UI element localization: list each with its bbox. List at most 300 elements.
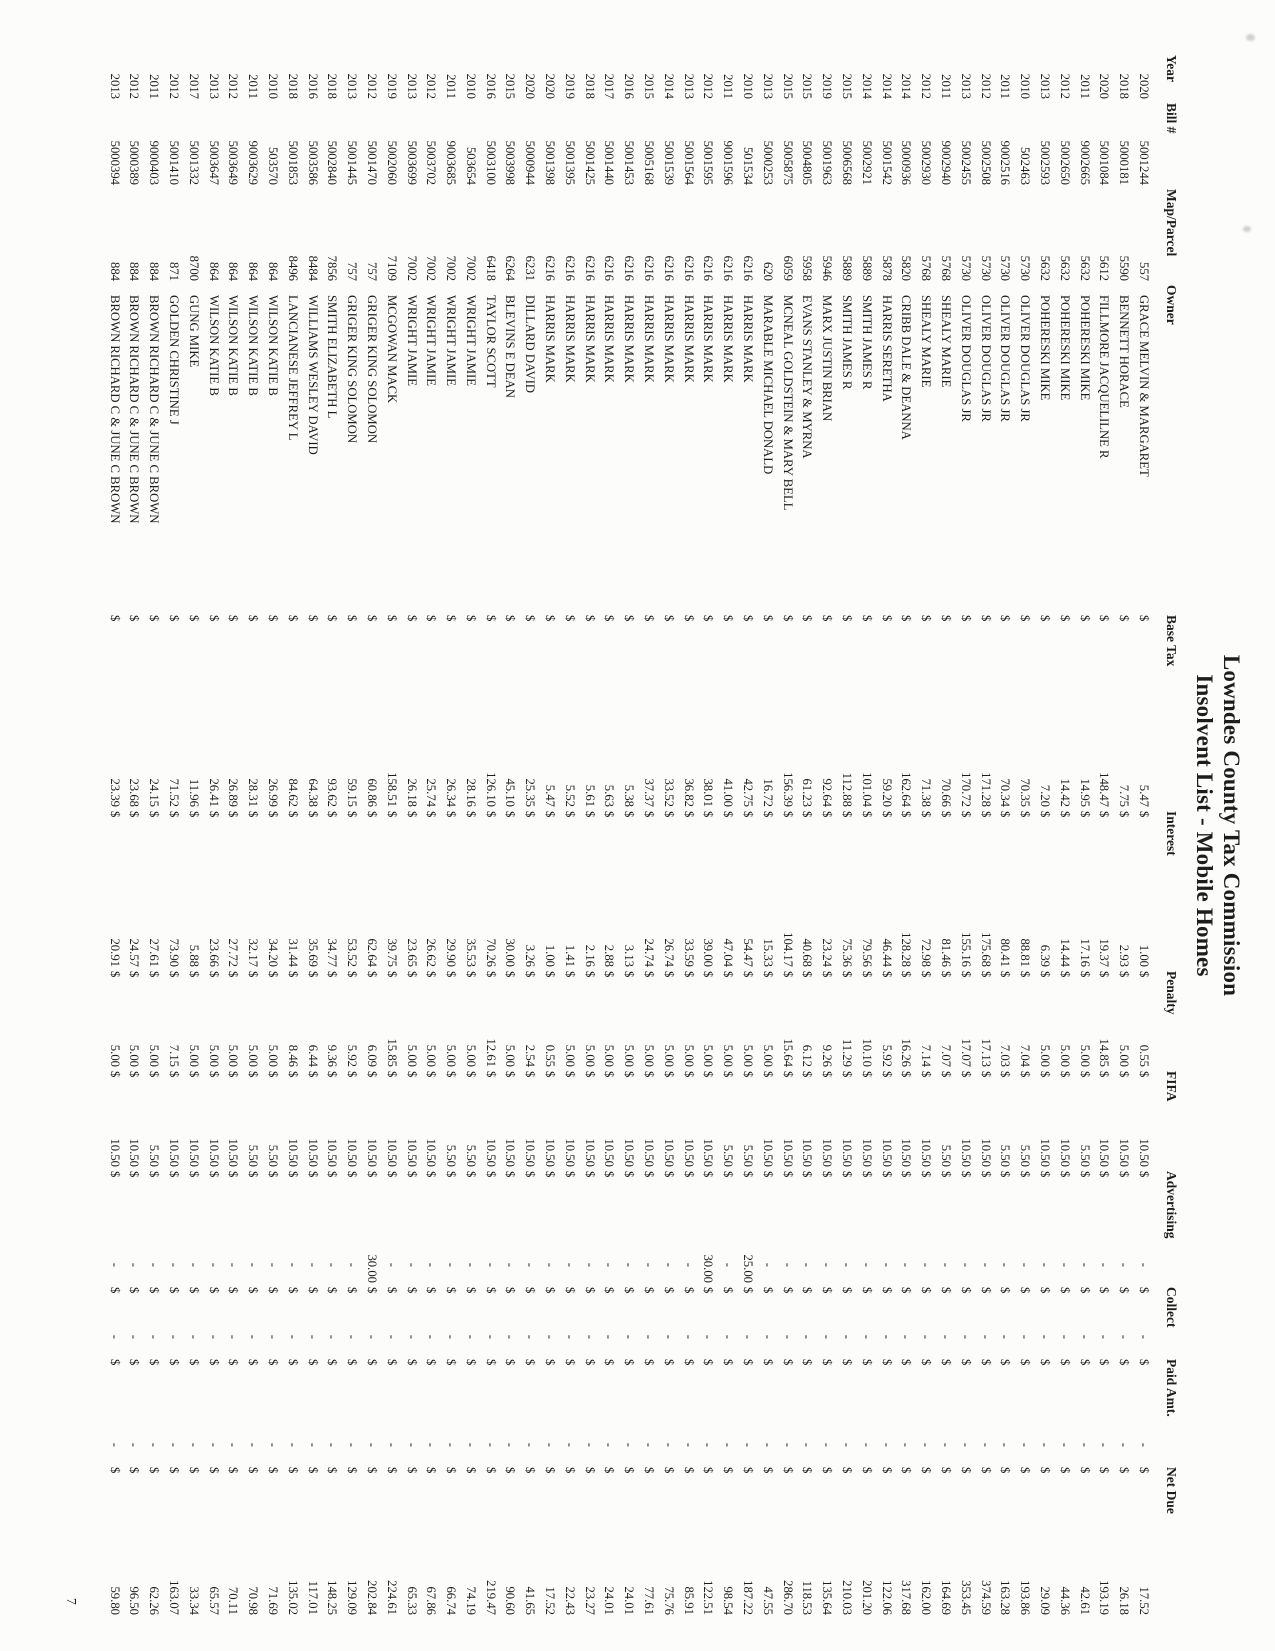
amount-value: 202.84 — [364, 1580, 379, 1615]
currency-symbol: $ — [760, 615, 775, 622]
currency-symbol: $ — [285, 1287, 300, 1294]
currency-symbol: $ — [879, 1287, 894, 1294]
paid-amt-cell — [322, 1357, 342, 1465]
penalty-cell — [1054, 969, 1074, 1069]
paid-amt-cell — [757, 1357, 777, 1465]
fifa-cell — [242, 1069, 262, 1169]
fifa-cell — [460, 1069, 480, 1169]
base-tax-cell — [658, 613, 678, 809]
amount-value: 5.50 — [444, 1144, 459, 1167]
interest-cell — [401, 809, 421, 969]
amount-value: - — [642, 1262, 657, 1267]
currency-symbol: $ — [1018, 1287, 1033, 1294]
currency-symbol: $ — [562, 971, 577, 978]
currency-symbol: $ — [899, 811, 914, 818]
currency-symbol: $ — [543, 615, 558, 622]
currency-symbol: $ — [602, 1359, 617, 1366]
table-row — [797, 53, 817, 1617]
amount-value: - — [562, 1334, 577, 1339]
currency-symbol: $ — [503, 1287, 518, 1294]
amount-value: - — [285, 1334, 300, 1339]
amount-value: - — [444, 1334, 459, 1339]
table-row — [599, 53, 619, 1617]
column-header-base-tax: Base Tax — [1164, 615, 1179, 667]
fifa-cell — [638, 1069, 658, 1169]
currency-symbol: $ — [384, 615, 399, 622]
amount-value: 54.47 — [741, 938, 756, 967]
penalty-cell — [935, 969, 955, 1069]
currency-symbol: $ — [820, 1071, 835, 1078]
year-cell: 2017 — [602, 73, 617, 99]
amount-value: 5.50 — [246, 1144, 261, 1167]
currency-symbol: $ — [107, 1071, 122, 1078]
year-cell: 2012 — [701, 73, 716, 99]
currency-symbol: $ — [463, 1467, 478, 1474]
year-cell: 2015 — [840, 73, 855, 99]
advertising-cell — [836, 1169, 856, 1285]
currency-symbol: $ — [1097, 1287, 1112, 1294]
advertising-cell — [520, 1169, 540, 1285]
parcel-cell: 8484 — [305, 255, 320, 281]
paid-amt-cell — [955, 1357, 975, 1465]
currency-symbol: $ — [483, 811, 498, 818]
column-header-advertising: Advertising — [1164, 1171, 1179, 1239]
amount-value: 112.88 — [840, 772, 855, 807]
currency-symbol: $ — [147, 1359, 162, 1366]
paid-amt-cell — [1014, 1357, 1034, 1465]
currency-symbol: $ — [919, 1071, 934, 1078]
currency-symbol: $ — [741, 1359, 756, 1366]
owner-cell: SMITH ELIZABETH L — [325, 295, 340, 419]
amount-value: 45.10 — [503, 778, 518, 807]
base-tax-cell — [183, 613, 203, 809]
bill-cell: 5002930 — [919, 140, 934, 185]
bill-cell: 9003629 — [246, 140, 261, 185]
amount-value: 135.02 — [285, 1580, 300, 1615]
amount-value: - — [444, 1442, 459, 1447]
penalty-cell — [658, 969, 678, 1069]
advertising-cell — [1014, 1169, 1034, 1285]
paid-amt-cell — [658, 1357, 678, 1465]
interest-cell — [856, 809, 876, 969]
interest-cell — [341, 809, 361, 969]
amount-value: 118.53 — [800, 1580, 815, 1615]
currency-symbol: $ — [741, 1171, 756, 1178]
amount-value: - — [166, 1442, 181, 1447]
currency-symbol: $ — [1057, 615, 1072, 622]
currency-symbol: $ — [1077, 1071, 1092, 1078]
fifa-cell — [658, 1069, 678, 1169]
amount-value: 1.00 — [1137, 944, 1151, 967]
currency-symbol: $ — [800, 1071, 815, 1078]
amount-value: 17.16 — [1077, 938, 1092, 967]
interest-cell — [223, 809, 243, 969]
base-tax-cell — [401, 613, 421, 809]
interest-cell — [955, 809, 975, 969]
owner-cell: OLIVER DOUGLAS JR — [1018, 295, 1033, 422]
currency-symbol: $ — [503, 1467, 518, 1474]
collect-cell — [559, 1285, 579, 1357]
advertising-cell — [757, 1169, 777, 1285]
parcel-cell: 757 — [345, 261, 360, 281]
amount-value: 10.50 — [978, 1138, 993, 1167]
paid-amt-cell — [599, 1357, 619, 1465]
currency-symbol: $ — [424, 1171, 439, 1178]
currency-symbol: $ — [642, 1359, 657, 1366]
collect-cell — [1074, 1285, 1094, 1357]
currency-symbol: $ — [325, 1071, 340, 1078]
owner-cell: FILLMORE JACQUELILNE R — [1097, 295, 1112, 459]
amount-value: 158.51 — [384, 772, 399, 807]
currency-symbol: $ — [463, 811, 478, 818]
bill-cell: 5001539 — [661, 140, 676, 185]
table-row — [678, 53, 698, 1617]
currency-symbol: $ — [978, 1071, 993, 1078]
currency-symbol: $ — [166, 1287, 181, 1294]
currency-symbol: $ — [859, 971, 874, 978]
fifa-cell — [361, 1069, 381, 1169]
currency-symbol: $ — [642, 1071, 657, 1078]
amount-value: 30.00 — [701, 1254, 716, 1283]
owner-cell: HARRIS MARK — [622, 295, 637, 383]
amount-value: 80.41 — [998, 938, 1013, 967]
amount-value: - — [602, 1442, 617, 1447]
fifa-cell — [599, 1069, 619, 1169]
amount-value: - — [602, 1334, 617, 1339]
penalty-cell — [876, 969, 896, 1069]
net-due-cell — [539, 1465, 559, 1617]
interest-cell — [797, 809, 817, 969]
net-due-cell — [816, 1465, 836, 1617]
amount-value: 7.15 — [166, 1044, 181, 1067]
parcel-cell: 5958 — [800, 255, 815, 281]
net-due-cell — [876, 1465, 896, 1617]
amount-value: 5.50 — [998, 1144, 1013, 1167]
amount-value: 42.61 — [1077, 1586, 1092, 1615]
owner-cell: WRIGHT JAMIE — [404, 295, 419, 387]
year-cell: 2015 — [780, 73, 795, 99]
interest-cell — [836, 809, 856, 969]
amount-value: 85.91 — [681, 1586, 696, 1615]
currency-symbol: $ — [1038, 1359, 1053, 1366]
paid-amt-cell — [975, 1357, 995, 1465]
currency-symbol: $ — [483, 971, 498, 978]
amount-value: 5.00 — [721, 1044, 736, 1067]
penalty-cell — [1113, 969, 1133, 1069]
currency-symbol: $ — [800, 971, 815, 978]
amount-value: - — [345, 1442, 360, 1447]
owner-cell: HARRIS SERETHA — [879, 295, 894, 402]
advertising-cell — [460, 1169, 480, 1285]
amount-value: 62.26 — [147, 1586, 162, 1615]
penalty-cell — [995, 969, 1015, 1069]
amount-value: - — [1097, 1262, 1112, 1267]
currency-symbol: $ — [701, 1171, 716, 1178]
currency-symbol: $ — [681, 1359, 696, 1366]
currency-symbol: $ — [523, 811, 538, 818]
penalty-cell — [856, 969, 876, 1069]
amount-value: 10.50 — [1137, 1138, 1151, 1167]
owner-cell: BROWN RICHARD C & JUNE C BROWN — [127, 295, 142, 524]
amount-value: 201.20 — [859, 1580, 874, 1615]
net-due-cell — [500, 1465, 520, 1617]
amount-value: 156.39 — [780, 772, 795, 807]
amount-value: 5.50 — [741, 1144, 756, 1167]
amount-value: 1.00 — [543, 944, 558, 967]
net-due-cell — [777, 1465, 797, 1617]
net-due-cell — [896, 1465, 916, 1617]
amount-value: 7.20 — [1038, 784, 1053, 807]
amount-value: 17.52 — [1137, 1586, 1151, 1615]
advertising-cell — [618, 1169, 638, 1285]
interest-cell — [381, 809, 401, 969]
collect-cell — [698, 1285, 718, 1357]
interest-cell — [559, 809, 579, 969]
paid-amt-cell — [816, 1357, 836, 1465]
currency-symbol: $ — [661, 615, 676, 622]
currency-symbol: $ — [840, 1171, 855, 1178]
amount-value: 5.47 — [1137, 784, 1151, 807]
year-cell: 2012 — [364, 73, 379, 99]
amount-value: - — [305, 1262, 320, 1267]
amount-value: - — [721, 1262, 736, 1267]
currency-symbol: $ — [958, 1171, 973, 1178]
parcel-cell: 5730 — [1018, 255, 1033, 281]
bill-cell: 5003998 — [503, 140, 518, 185]
amount-value: - — [681, 1262, 696, 1267]
bill-cell: 5001564 — [681, 140, 696, 185]
amount-value: 2.54 — [523, 1044, 538, 1067]
interest-cell — [421, 809, 441, 969]
collect-cell — [579, 1285, 599, 1357]
currency-symbol: $ — [820, 1287, 835, 1294]
currency-symbol: $ — [840, 1071, 855, 1078]
year-cell: 2012 — [424, 73, 439, 99]
collect-cell — [262, 1285, 282, 1357]
penalty-cell — [421, 969, 441, 1069]
bill-cell: 9001596 — [721, 140, 736, 185]
amount-value: 11.96 — [186, 778, 201, 807]
table-row — [163, 53, 183, 1617]
table-body — [104, 53, 1153, 1617]
amount-value: 60.86 — [364, 778, 379, 807]
net-due-cell — [955, 1465, 975, 1617]
amount-value: - — [523, 1262, 538, 1267]
amount-value: - — [246, 1334, 261, 1339]
owner-cell: HARRIS MARK — [721, 295, 736, 383]
currency-symbol: $ — [1018, 1359, 1033, 1366]
currency-symbol: $ — [206, 811, 221, 818]
penalty-cell — [124, 969, 144, 1069]
currency-symbol: $ — [463, 971, 478, 978]
owner-cell: POHERESKI MIKE — [1057, 295, 1072, 401]
interest-cell — [1054, 809, 1074, 969]
amount-value: 81.46 — [939, 938, 954, 967]
amount-value: 164.69 — [939, 1580, 954, 1615]
currency-symbol: $ — [147, 971, 162, 978]
paid-amt-cell — [480, 1357, 500, 1465]
collect-cell — [1113, 1285, 1133, 1357]
year-cell: 2011 — [1077, 74, 1092, 99]
currency-symbol: $ — [186, 1467, 201, 1474]
currency-symbol: $ — [186, 1359, 201, 1366]
amount-value: 24.15 — [147, 778, 162, 807]
owner-cell: GOLDEN CHRISTINE J — [166, 295, 181, 425]
collect-cell — [480, 1285, 500, 1357]
net-due-cell — [302, 1465, 322, 1617]
amount-value: 16.26 — [899, 1038, 914, 1067]
net-due-cell — [856, 1465, 876, 1617]
amount-value: - — [760, 1334, 775, 1339]
amount-value: 5.00 — [444, 1044, 459, 1067]
penalty-cell — [341, 969, 361, 1069]
year-cell: 2010 — [265, 73, 280, 99]
net-due-cell — [143, 1465, 163, 1617]
currency-symbol: $ — [820, 1359, 835, 1366]
bill-cell: 5001410 — [166, 140, 181, 185]
amount-value: 5.50 — [1077, 1144, 1092, 1167]
parcel-cell: 5730 — [978, 255, 993, 281]
parcel-cell: 6216 — [681, 255, 696, 281]
collect-cell — [104, 1285, 124, 1357]
table-row — [955, 53, 975, 1617]
currency-symbol: $ — [741, 811, 756, 818]
parcel-cell: 864 — [226, 261, 241, 281]
paid-amt-cell — [995, 1357, 1015, 1465]
base-tax-cell — [341, 613, 361, 809]
amount-value: 10.50 — [285, 1138, 300, 1167]
currency-symbol: $ — [998, 1467, 1013, 1474]
currency-symbol: $ — [1097, 1071, 1112, 1078]
amount-value: 44.36 — [1057, 1586, 1072, 1615]
currency-symbol: $ — [384, 1359, 399, 1366]
amount-value: - — [147, 1262, 162, 1267]
amount-value: 38.01 — [701, 778, 716, 807]
owner-cell: POHERESKI MIKE — [1038, 295, 1053, 401]
base-tax-cell — [935, 613, 955, 809]
table-row — [995, 53, 1015, 1617]
currency-symbol: $ — [602, 971, 617, 978]
amount-value: 59.80 — [107, 1586, 122, 1615]
currency-symbol: $ — [879, 811, 894, 818]
amount-value: 53.52 — [345, 938, 360, 967]
amount-value: - — [325, 1262, 340, 1267]
interest-cell — [124, 809, 144, 969]
currency-symbol: $ — [760, 1359, 775, 1366]
currency-symbol: $ — [543, 1467, 558, 1474]
net-due-cell — [579, 1465, 599, 1617]
currency-symbol: $ — [1117, 1171, 1132, 1178]
amount-value: 70.11 — [226, 1586, 241, 1615]
interest-cell — [698, 809, 718, 969]
currency-symbol: $ — [226, 615, 241, 622]
net-due-cell — [935, 1465, 955, 1617]
advertising-cell — [955, 1169, 975, 1285]
collect-cell — [539, 1285, 559, 1357]
penalty-cell — [678, 969, 698, 1069]
currency-symbol: $ — [958, 811, 973, 818]
amount-value: 10.50 — [701, 1138, 716, 1167]
interest-cell — [1014, 809, 1034, 969]
amount-value: - — [1117, 1334, 1132, 1339]
parcel-cell: 7002 — [444, 255, 459, 281]
currency-symbol: $ — [127, 1359, 142, 1366]
penalty-cell — [797, 969, 817, 1069]
amount-value: 70.26 — [483, 938, 498, 967]
penalty-cell — [322, 969, 342, 1069]
amount-value: - — [285, 1442, 300, 1447]
amount-value: 27.61 — [147, 938, 162, 967]
currency-symbol: $ — [978, 1287, 993, 1294]
currency-symbol: $ — [523, 615, 538, 622]
currency-symbol: $ — [1077, 811, 1092, 818]
fifa-cell — [163, 1069, 183, 1169]
amount-value: 24.74 — [642, 938, 657, 967]
amount-value: 10.50 — [345, 1138, 360, 1167]
currency-symbol: $ — [265, 615, 280, 622]
currency-symbol: $ — [1137, 971, 1151, 978]
collect-cell — [1054, 1285, 1074, 1357]
penalty-cell — [520, 969, 540, 1069]
parcel-cell: 5889 — [840, 255, 855, 281]
collect-cell — [1014, 1285, 1034, 1357]
owner-cell: HARRIS MARK — [701, 295, 716, 383]
penalty-cell — [915, 969, 935, 1069]
currency-symbol: $ — [364, 1071, 379, 1078]
amount-value: 34.20 — [265, 938, 280, 967]
currency-symbol: $ — [840, 1359, 855, 1366]
amount-value: - — [345, 1262, 360, 1267]
owner-cell: MARABLE MICHAEL DONALD — [760, 295, 775, 475]
net-due-cell — [698, 1465, 718, 1617]
net-due-cell — [282, 1465, 302, 1617]
collect-cell — [440, 1285, 460, 1357]
currency-symbol: $ — [463, 1359, 478, 1366]
currency-symbol: $ — [879, 1171, 894, 1178]
currency-symbol: $ — [147, 1071, 162, 1078]
amount-value: - — [760, 1442, 775, 1447]
amount-value: 163.28 — [998, 1580, 1013, 1615]
currency-symbol: $ — [226, 811, 241, 818]
bill-cell: 5001398 — [543, 140, 558, 185]
amount-value: 5.00 — [1077, 1044, 1092, 1067]
currency-symbol: $ — [404, 1359, 419, 1366]
interest-cell — [599, 809, 619, 969]
bill-cell: 9000403 — [147, 140, 162, 185]
table-row — [104, 53, 124, 1617]
amount-value: 0.55 — [1137, 1044, 1151, 1067]
amount-value: 12.61 — [483, 1038, 498, 1067]
penalty-cell — [163, 969, 183, 1069]
amount-value: 5.00 — [602, 1044, 617, 1067]
amount-value: 162.00 — [919, 1580, 934, 1615]
currency-symbol: $ — [681, 1467, 696, 1474]
currency-symbol: $ — [1117, 971, 1132, 978]
amount-value: 23.65 — [404, 938, 419, 967]
advertising-cell — [124, 1169, 144, 1285]
amount-value: 10.50 — [661, 1138, 676, 1167]
currency-symbol: $ — [1137, 1287, 1151, 1294]
paid-amt-cell — [500, 1357, 520, 1465]
currency-symbol: $ — [622, 1071, 637, 1078]
currency-symbol: $ — [1097, 971, 1112, 978]
currency-symbol: $ — [246, 1171, 261, 1178]
parcel-cell: 884 — [127, 261, 142, 281]
collect-cell — [381, 1285, 401, 1357]
currency-symbol: $ — [1117, 1287, 1132, 1294]
amount-value: - — [226, 1262, 241, 1267]
column-header-interest: Interest — [1164, 811, 1179, 856]
